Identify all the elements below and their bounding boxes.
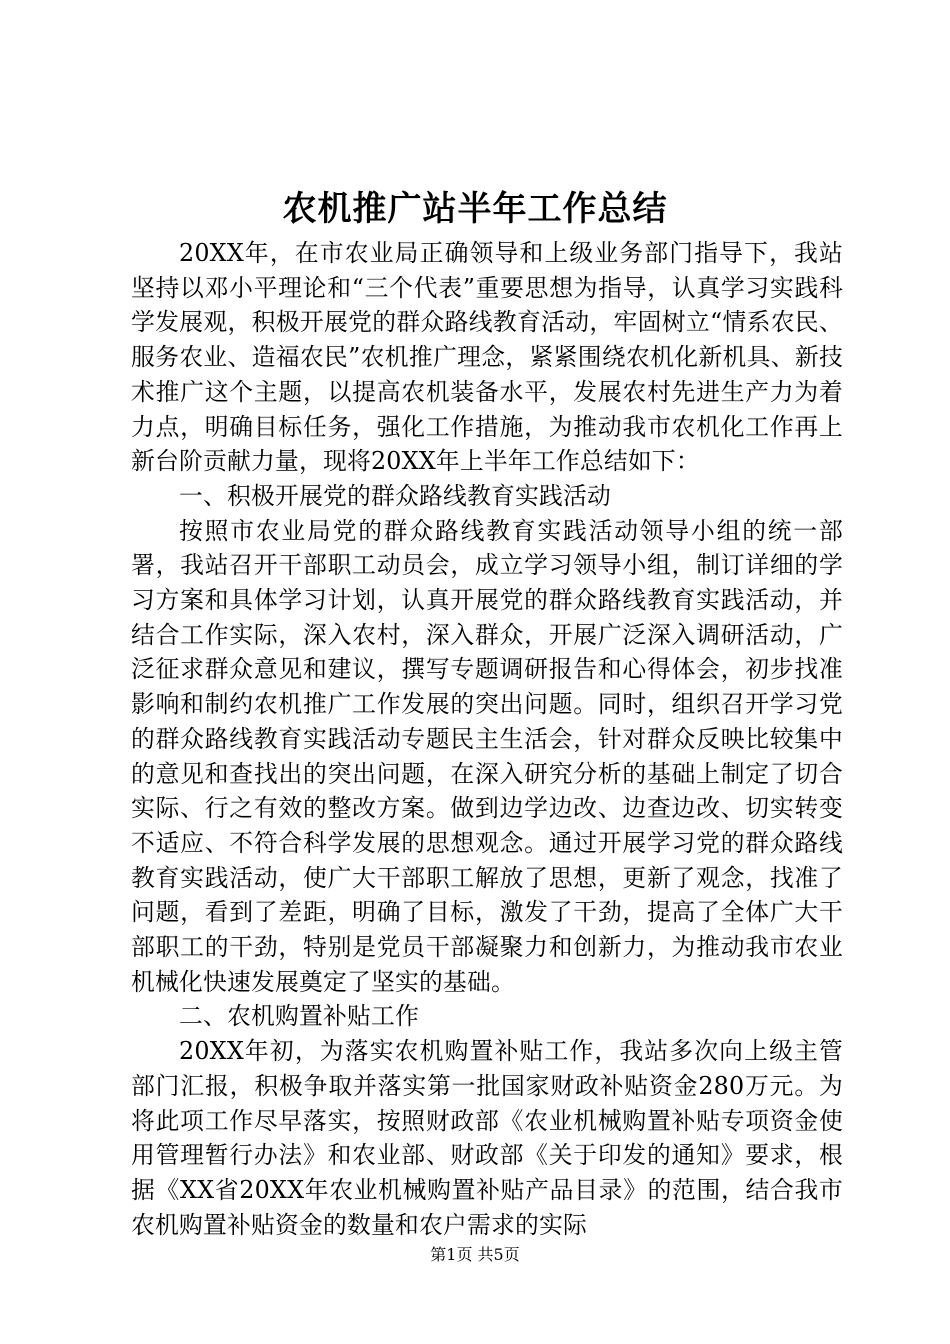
section-heading-2: 二、农机购置补贴工作: [179, 1002, 419, 1031]
page-title: 农机推广站半年工作总结: [282, 189, 668, 229]
paragraph-section-1: 按照市农业局党的群众路线教育实践活动领导小组的统一部署，我站召开干部职工动员会，成立学习领导小组，制订详细的学习方案和具体学习计划，认真开展党的群众路线教育实践活动，并结合工作实际，深入农村，深入群众，开展广泛深入调研活动，广泛征求群众意见和建议，撰写专题调研报告和心得体会，初步找准影响和制约农机推广工作发展的突出问题。同时，组织召开学习党的群众路线教育实践活动专题民主生活会，针对群众反映比较集中的意见和查找出的突出问题，在深入研究分析的基础上制定了切合实际、行之有效的整改方案。做到边学边改、边查边改、切实转变不适应、不符合科学发展的思想观念。通过开展学习党的群众路线教育实践活动，使广大干部职工解放了思想，更新了观念，找准了问题，看到了差距，明确了目标，激发了干劲，提高了全体广大干部职工的干劲，特别是党员干部凝聚力和创新力，为推动我市农业机械化快速发展奠定了坚实的基础。: [131, 516, 843, 996]
paragraph-section-2: 20XX年初，为落实农机购置补贴工作，我站多次向上级主管部门汇报，积极争取并落实第一批国家财政补贴资金280万元。为将此项工作尽早落实，按照财政部《农业机械购置补贴专项资金使用管理暂行办法》和农业部、财政部《关于印发的通知》要求，根据《XX省20XX年农业机械购置补贴产品目录》的范围，结合我市农机购置补贴资金的数量和农户需求的实际: [131, 1037, 843, 1239]
section-heading-1: 一、积极开展党的群众路线教育实践活动: [179, 481, 611, 510]
paragraph-intro: 20XX年，在市农业局正确领导和上级业务部门指导下，我站坚持以邓小平理论和“三个代表”重要思想为指导，认真学习实践科学发展观，积极开展党的群众路线教育活动，牢固树立“情系农民、服务农业、造福农民”农机推广理念，紧紧围绕农机化新机具、新技术推广这个主题，以提高农机装备水平，发展农村先进生产力为着力点，明确目标任务，强化工作措施，为推动我市农机化工作再上新台阶贡献力量，现将20XX年上半年工作总结如下：: [131, 239, 843, 476]
page-number-footer: 第1页 共5页: [430, 1245, 520, 1264]
document-body: [131, 236, 843, 1242]
